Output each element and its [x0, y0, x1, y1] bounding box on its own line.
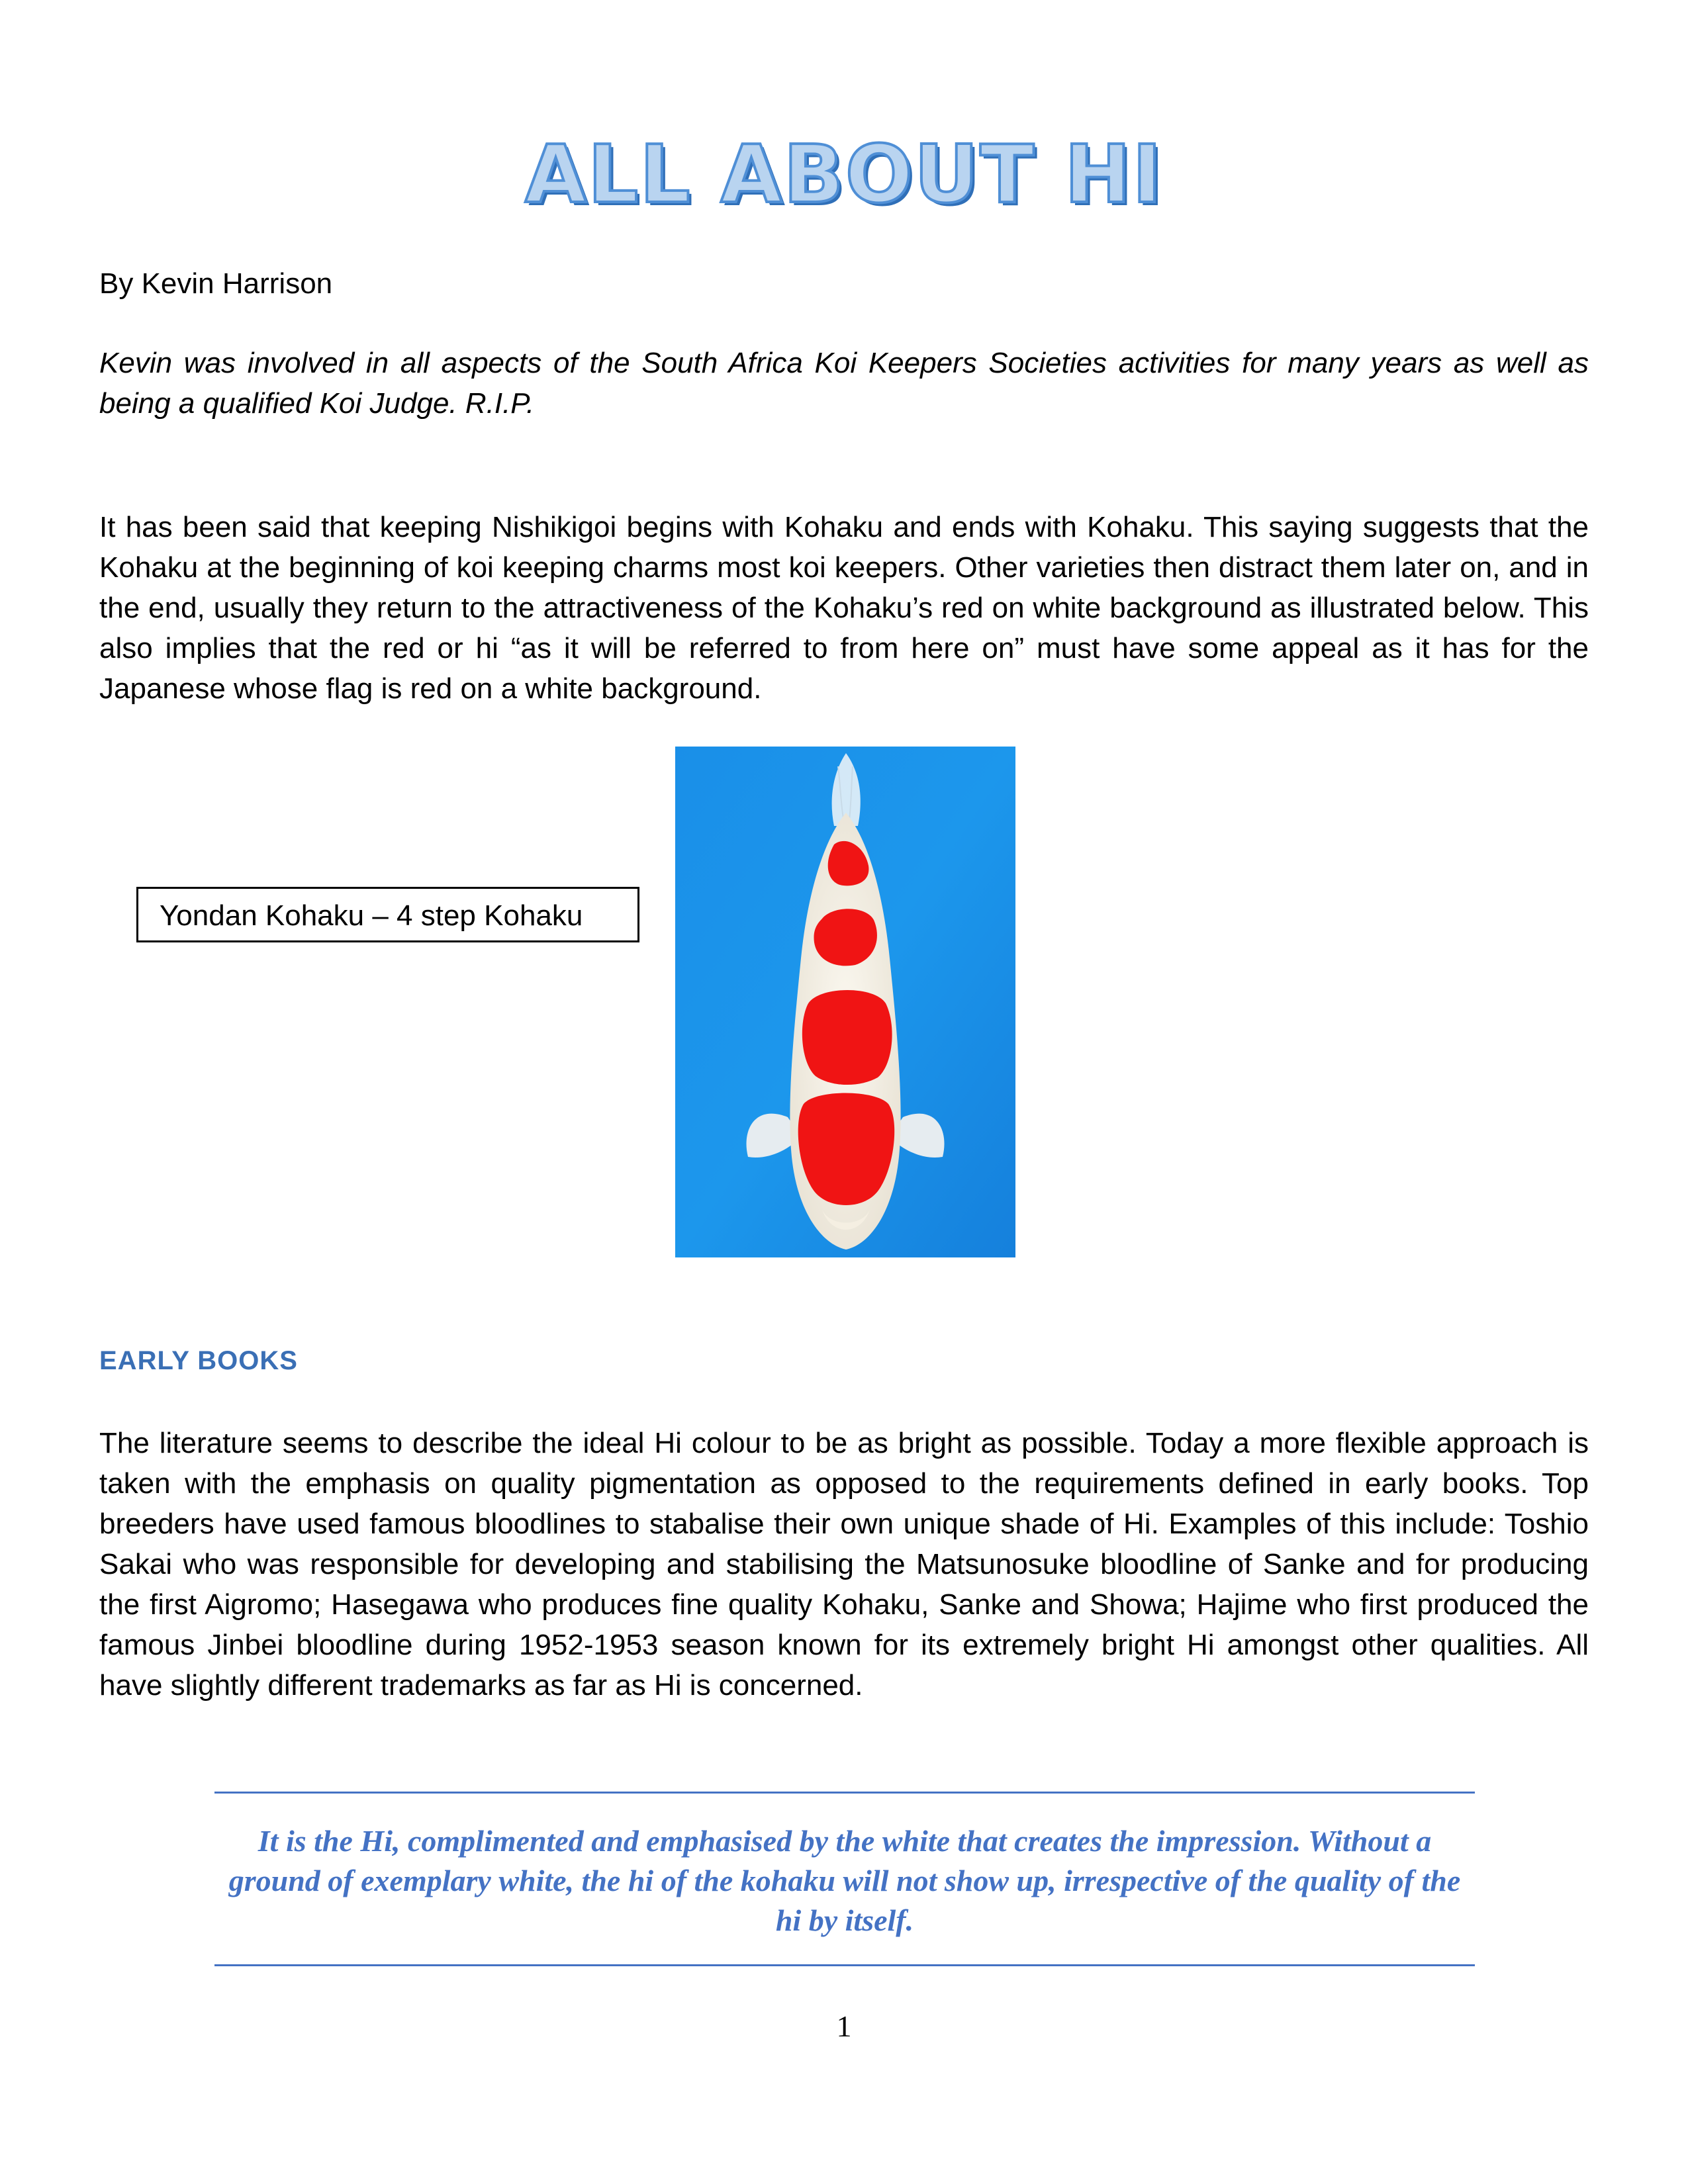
quote-top-rule — [214, 1792, 1475, 1794]
quote-bottom-rule — [214, 1964, 1475, 1966]
intro-paragraph: It has been said that keeping Nishikigoi begins with Kohaku and ends with Kohaku. This saying suggests that the Kohaku at the beginning of koi keeping charms most koi keepers. Other varieties then distract them later on, and in the end, usually they return to the attractiveness of the Kohaku’s red on white background as illustrated below. This also implies that the red or hi “as it will be referred to from here on” must have some appeal as it has for the Japanese whose flag is red on a white background. — [99, 511, 1589, 705]
early-books-paragraph: The literature seems to describe the ideal Hi colour to be as bright as possible. Today a more flexible approach is taken with the emphasis on quality pigmentation as opposed to the requirements defined in early books. Top breeders have used famous bloodlines to stabalise their own unique shade of Hi. Examples of this include: Toshio Sakai who was responsible for developing and stabilising the Matsunosuke bloodline of Sanke and for producing the first Aigromo; Hasegawa who produces fine quality Kohaku, Sanke and Showa; Hajime who first produced the famous Jinbei bloodline during 1952-1953 season known for its extremely bright Hi amongst other qualities. All have slightly different trademarks as far as Hi is concerned. — [99, 1427, 1589, 1702]
figure-caption: Yondan Kohaku – 4 step Kohaku — [160, 899, 583, 932]
author-intro: Kevin was involved in all aspects of the South Africa Koi Keepers Societies activities for many years as well as being a qualified Koi Judge. R.I.P. — [99, 347, 1589, 420]
page-number: 1 — [836, 2009, 852, 2043]
page-title: ALL ABOUT HI — [524, 129, 1164, 221]
byline: By Kevin Harrison — [99, 267, 333, 300]
pull-quote: It is the Hi, complimented and emphasised by the white that creates the impression. Without a ground of exemplary white, the hi of the kohaku will not show up, irrespective of the quality of the hi by itself. — [228, 1824, 1461, 1937]
figure-caption-box — [136, 887, 639, 942]
section-heading-early-books: EARLY BOOKS — [99, 1346, 298, 1375]
kohaku-koi-photo — [675, 747, 1015, 1257]
